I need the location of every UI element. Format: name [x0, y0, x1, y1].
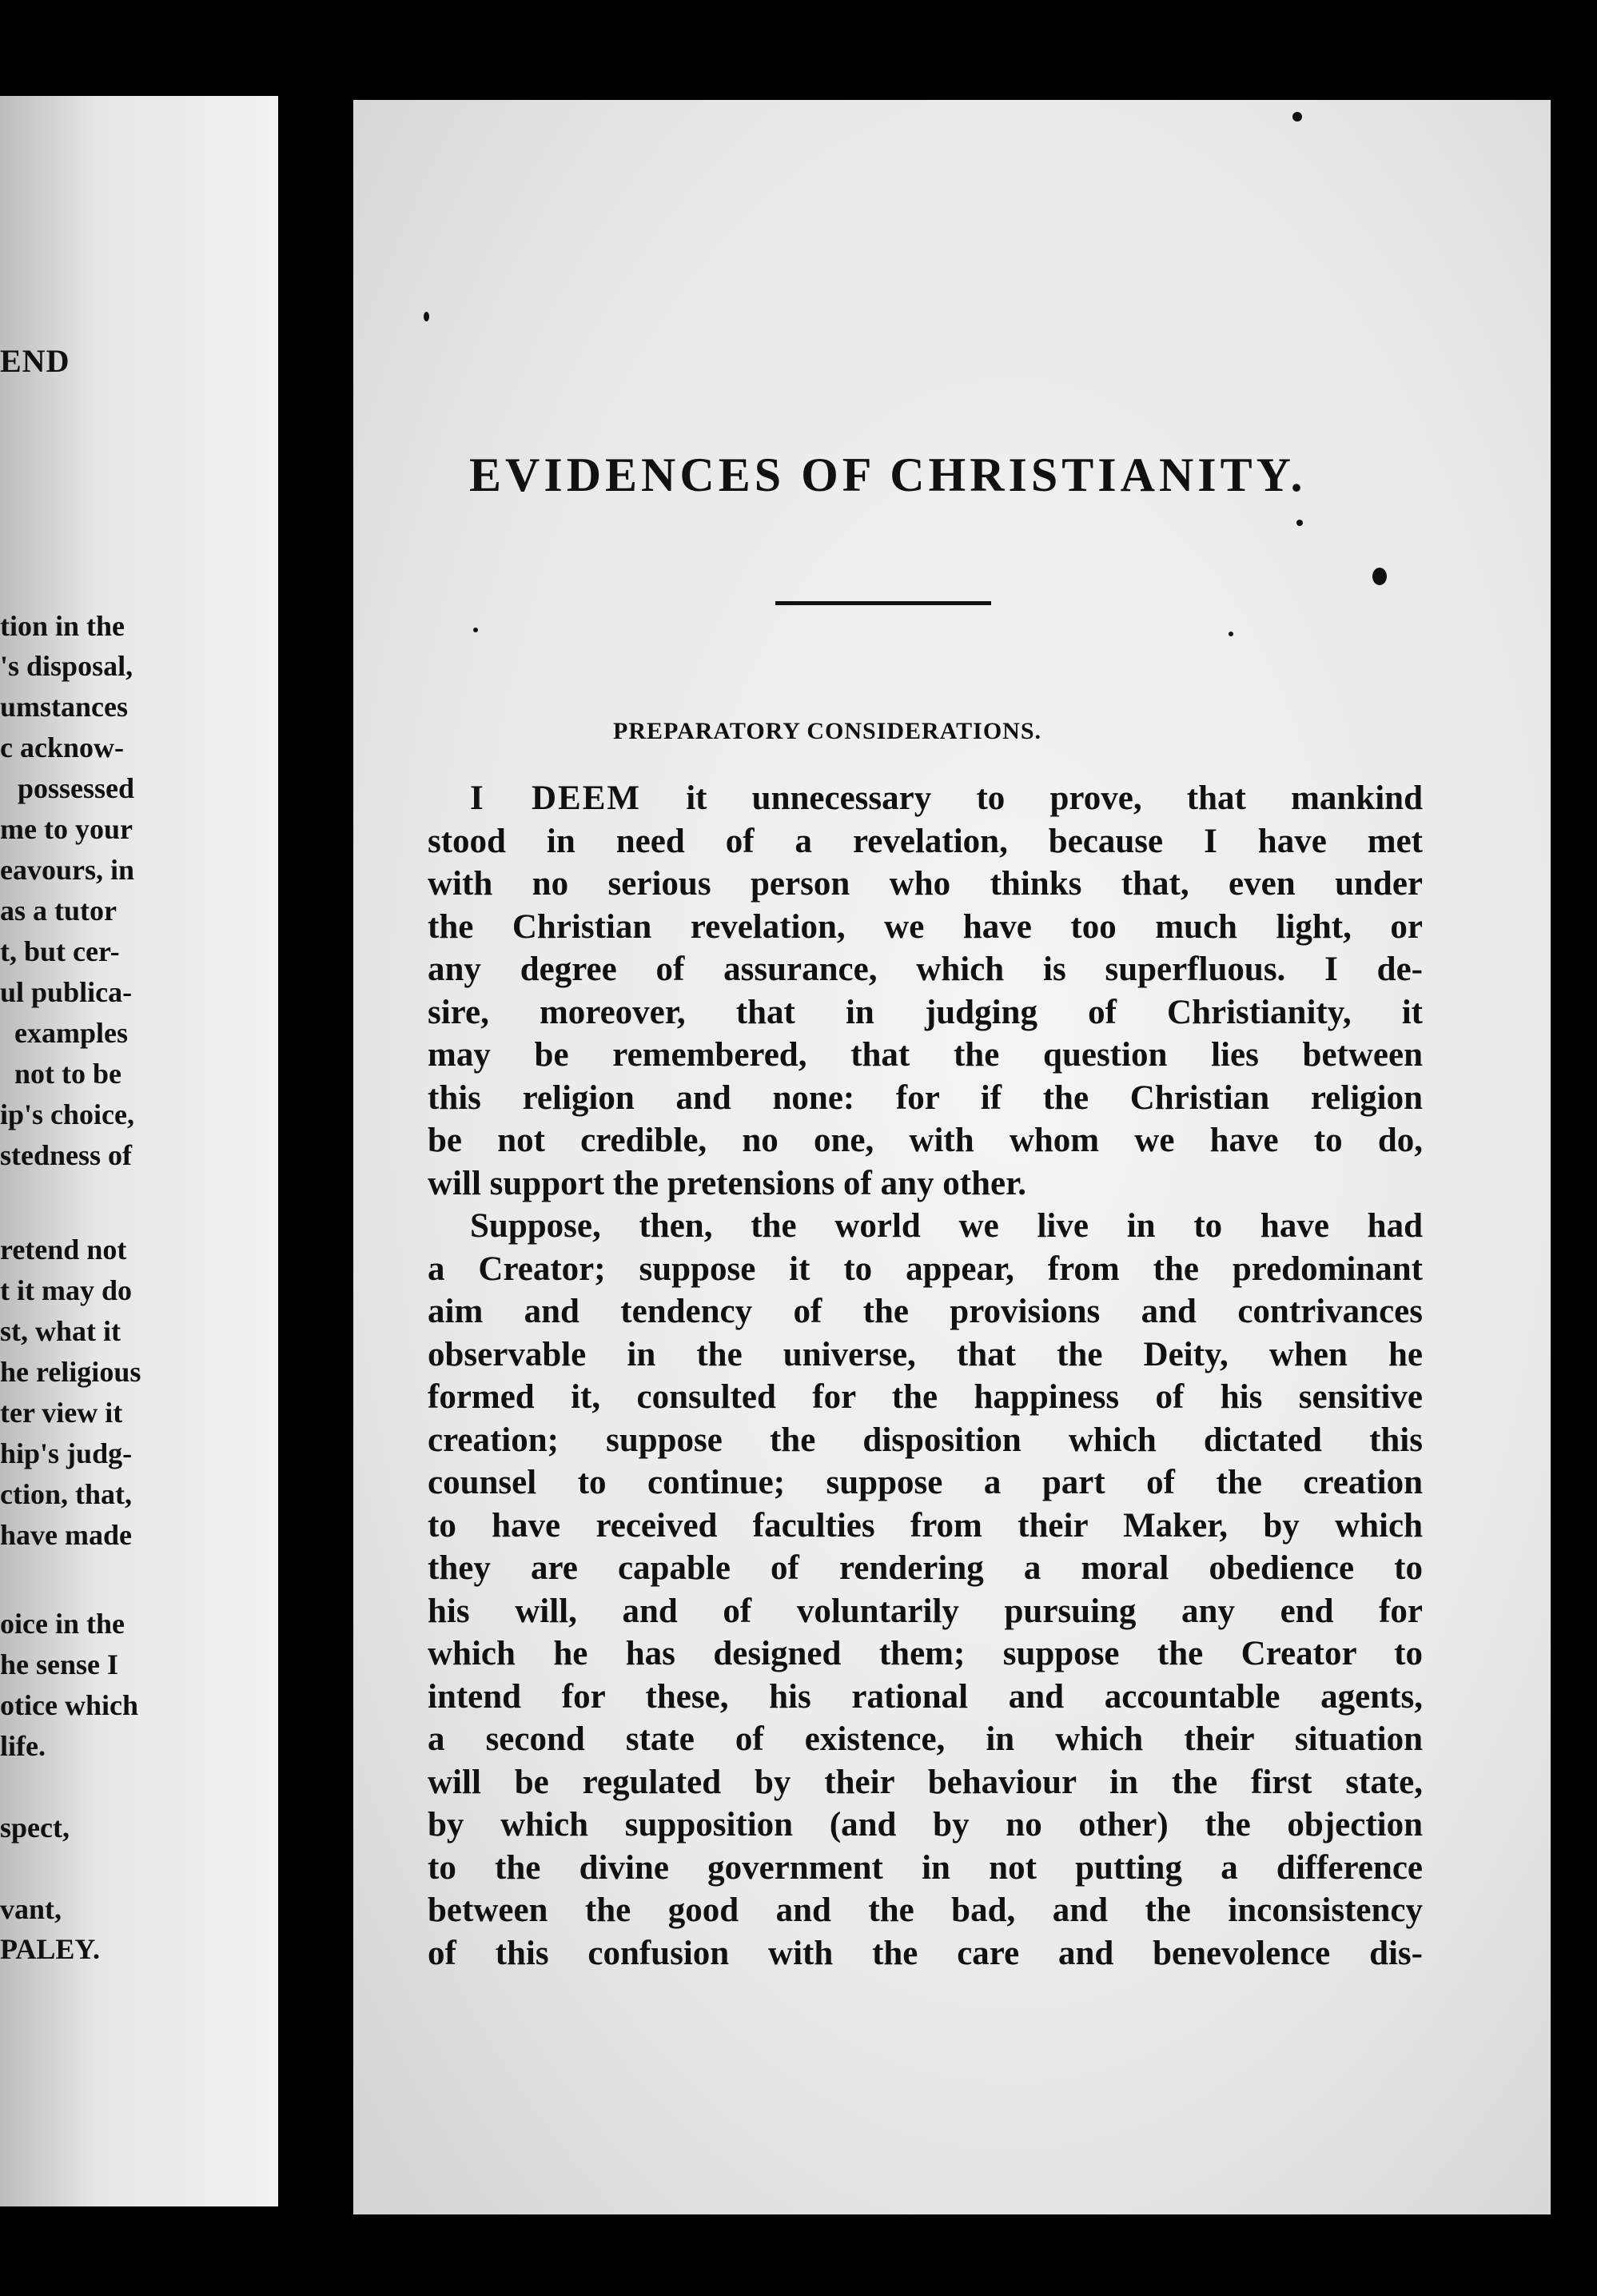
body-line: intend for these, his rational and accountable agents, [428, 1679, 1423, 1716]
left-page-line: spect, [0, 1812, 70, 1844]
body-line: his will, and of voluntarily pursuing any end for [428, 1593, 1423, 1630]
body-line: formed it, consulted for the happiness of his sensitive [428, 1380, 1423, 1416]
left-page-line: t, but cer- [0, 935, 120, 967]
body-line: with no serious person who thinks that, even under [428, 867, 1423, 903]
body-line: a Creator; suppose it to appear, from the predominant [428, 1251, 1423, 1288]
left-page-line: oice in the [0, 1608, 125, 1640]
ink-speck [1296, 520, 1303, 526]
left-facing-page [0, 96, 278, 2206]
body-line: I DEEM it unnecessary to prove, that mankind [470, 781, 1423, 817]
body-line: stood in need of a revelation, because I have met [428, 823, 1423, 860]
body-line: a second state of existence, in which their situation [428, 1722, 1423, 1758]
body-line: they are capable of rendering a moral obedience to [428, 1551, 1423, 1587]
ink-speck [424, 312, 429, 321]
left-page-line: possessed [18, 772, 135, 804]
right-page [353, 100, 1551, 2214]
body-line: this religion and none: for if the Christian religion [428, 1080, 1423, 1117]
left-page-line: have made [0, 1519, 132, 1551]
left-page-line: examples [14, 1017, 128, 1049]
left-page-line: otice which [0, 1689, 138, 1721]
ink-speck [473, 628, 478, 632]
body-line: will support the pretensions of any other. [428, 1166, 1026, 1202]
body-line: creation; suppose the disposition which dictated this [428, 1422, 1423, 1459]
left-page-line: eavours, in [0, 854, 135, 886]
body-line: which he has designed them; suppose the Creator to [428, 1636, 1423, 1672]
page-title: EVIDENCES OF CHRISTIANITY. [469, 448, 1307, 501]
body-line: by which supposition (and by no other) the objection [428, 1808, 1423, 1844]
left-page-line: vant, [0, 1893, 62, 1925]
body-line: may be remembered, that the question lies between [428, 1038, 1423, 1074]
left-page-line: umstances [0, 691, 128, 723]
left-page-line: as a tutor [0, 895, 117, 927]
left-page-line: st, what it [0, 1315, 121, 1347]
left-page-line: he religious [0, 1356, 141, 1388]
left-page-line: retend not [0, 1234, 127, 1266]
left-page-line: ul publica- [0, 976, 133, 1008]
body-line: the Christian revelation, we have too much light, or [428, 909, 1423, 946]
left-page-line: not to be [14, 1058, 121, 1090]
left-page-header: END [0, 343, 70, 379]
ink-speck [1229, 632, 1233, 636]
title-rule [775, 601, 991, 605]
section-heading: PREPARATORY CONSIDERATIONS. [613, 718, 1042, 744]
body-text [428, 781, 1423, 1979]
body-line: sire, moreover, that in judging of Christianity, it [428, 995, 1423, 1031]
body-line: be not credible, no one, with whom we have to do, [428, 1123, 1423, 1159]
left-page-line: ction, that, [0, 1478, 132, 1510]
left-page-line: stedness of [0, 1139, 133, 1171]
left-page-line: PALEY. [0, 1933, 101, 1965]
body-line: to have received faculties from their Maker, by which [428, 1508, 1423, 1545]
body-line: between the good and the bad, and the inconsistency [428, 1893, 1423, 1929]
body-line: to the divine government in not putting a difference [428, 1850, 1423, 1887]
left-page-line: life. [0, 1730, 46, 1762]
left-page-line: tion in the [0, 610, 125, 642]
left-page-line: ter view it [0, 1397, 123, 1429]
body-line: aim and tendency of the provisions and contrivances [428, 1294, 1423, 1330]
opening-words: I DEEM [470, 781, 641, 817]
left-page-line: ip's choice, [0, 1098, 134, 1130]
body-line: observable in the universe, that the Deity, when he [428, 1337, 1423, 1373]
left-page-line: c acknow- [0, 731, 124, 763]
left-page-line: he sense I [0, 1648, 119, 1680]
body-line: will be regulated by their behaviour in the first state, [428, 1764, 1423, 1801]
body-line: Suppose, then, the world we live in to have had [470, 1209, 1423, 1245]
ink-speck [1372, 568, 1387, 585]
body-line: counsel to continue; suppose a part of the creation [428, 1465, 1423, 1501]
ink-speck [1292, 112, 1302, 122]
body-line: of this confusion with the care and benevolence dis- [428, 1935, 1423, 1972]
left-page-line: me to your [0, 813, 133, 845]
body-line: any degree of assurance, which is superfluous. I de- [428, 952, 1423, 988]
left-page-line: hip's judg- [0, 1437, 133, 1469]
left-page-line: t it may do [0, 1274, 132, 1306]
left-page-line: 's disposal, [0, 650, 133, 682]
